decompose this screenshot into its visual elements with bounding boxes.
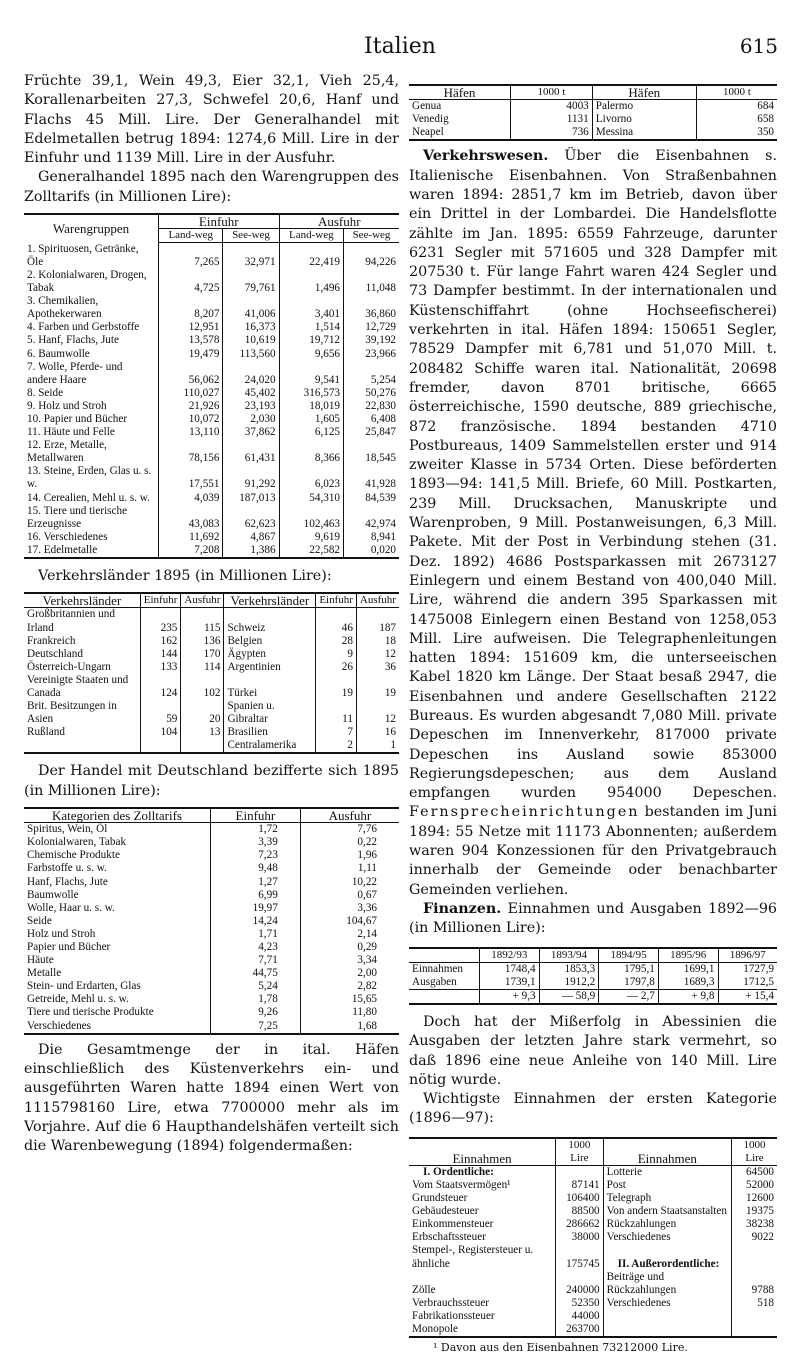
table-row: 14. Cerealien, Mehl u. s. w. 4,039 187,013 54,310 84,539 — [24, 492, 399, 505]
table-row: Monopole 263700 — [409, 1323, 777, 1337]
table-row: I. Ordentliche: Lotterie 64500 — [409, 1165, 777, 1179]
table-verkehrslaender — [24, 592, 399, 754]
paragraph-trade: Früchte 39,1, Wein 49,3, Eier 32,1, Vieh 25,4, Korallenarbeiten 27,3, Schwefel 20,6, Hanf und Flachs 45 Mill. Lire. Der Generalhandel mit Edelmetallen betrug 1894: 1274,6 Mill. Lire in der Einfuhr und 1139 Mill. Lire in der Ausfuhr. — [24, 73, 399, 167]
col-header-landweg: Land-weg — [159, 229, 223, 243]
table-einnahmen — [409, 1137, 777, 1338]
table-row: Farbstoffe u. s. w. 9,48 1,11 — [24, 862, 399, 875]
col-header-ausfuhr: Ausfuhr — [181, 593, 224, 608]
col-header-einnahmen: Einnahmen — [603, 1138, 731, 1166]
col-header-year: 1895/96 — [658, 948, 718, 963]
table-row: Gebäudesteuer 88500 Von andern Staatsanstalten 19375 — [409, 1205, 777, 1218]
table-row: 4. Farben und Gerbstoffe 12,951 16,373 1,514 12,729 — [24, 321, 399, 334]
table-row: Ausgaben 1739,1 1912,2 1797,8 1689,3 1712,5 — [409, 976, 777, 990]
table-row: 9. Holz und Stroh 21,926 23,193 18,019 22,830 — [24, 400, 399, 413]
col-header-haefen: Häfen — [409, 85, 510, 100]
col-header-seeweg: See-weg — [223, 229, 279, 243]
col-header-unit: 1000 Lire — [732, 1138, 777, 1166]
paragraph-handel-deutschland: Der Handel mit Deutschland bezifferte sich 1895 (in Millionen Lire): — [24, 763, 399, 799]
table-row: Großbritannien und Irland 235 115 Schweiz 46 187 — [24, 608, 399, 635]
table-row: Holz und Stroh 1,71 2,14 — [24, 928, 399, 941]
col-header-unit: 1000 t — [696, 85, 777, 100]
table-row: 10. Papier und Bücher 10,072 2,030 1,605 6,408 — [24, 413, 399, 426]
table-row: Erbschaftssteuer 38000 Verschiedenes 9022 — [409, 1231, 777, 1244]
col-header-kategorien: Kategorien des Zolltarifs — [24, 808, 211, 823]
text-finanzen: Einnahmen und Ausgaben 1892—96 (in Millionen Lire): — [409, 900, 778, 937]
col-header-seeweg: See-weg — [344, 229, 399, 243]
col-header-warengruppen: Warengruppen — [24, 214, 159, 243]
table-row: Tiere und tierische Produkte 9,26 11,80 — [24, 1006, 399, 1019]
paragraph-einnahmen: Wichtigste Einnahmen der ersten Kategorie (1896—97): — [409, 1091, 777, 1127]
table-row: Vereinigte Staaten und Canada 124 102 Türkei 19 19 — [24, 674, 399, 700]
table-row: Chemische Produkte 7,23 1,96 — [24, 849, 399, 862]
table-row: 12. Erze, Metalle, Metallwaren 78,156 61,431 8,366 18,545 — [24, 439, 399, 465]
table-row: Seide 14,24 104,67 — [24, 915, 399, 928]
col-header-einfuhr: Einfuhr — [140, 593, 181, 608]
table-row: 7. Wolle, Pferde- und andere Haare 56,062 24,020 9,541 5,254 — [24, 361, 399, 387]
table-row: 17. Edelmetalle 7,208 1,386 22,582 0,020 — [24, 544, 399, 558]
table-row: Spiritus, Wein, Öl 1,72 7,76 — [24, 823, 399, 837]
col-header-verkehrslaender: Verkehrsländer — [24, 593, 140, 608]
paragraph-abessinien: Doch hat der Mißerfolg in Abessinien die Ausgaben der letzten Jahre stark vermehrt, so daß 1896 eine neue Anleihe von 140 Mill. Lire nötig wurde. — [409, 1013, 777, 1088]
text-verkehrswesen: Über die Eisenbahnen s. Italienische Eisenbahnen. Von Straßenbahnen waren 1894: 2851,7 km im Betrieb, davon über ein Drittel in der Lombardei. Die Handelsflotte zählte im Jan. 1895: 6559 Fahrzeuge, darunter 6231 Segler mit 571605 und 328 Dampfer mit 207530 t. Für lange Fahrt waren 424 Segler und 73 Dampfer bestimmt. In der internationalen und Küstenschiffahrt (ohne Hochseefischerei) verkehrten in ital. Häfen 1894: 150651 Segler, 78529 Dampfer mit 6,781 und 51,070 Mill. t. 208482 Schiffe waren ital. Nationalität, 20698 fremder, davon 8701 britische, 6665 österreichische, 1590 deutsche, 889 griechische, 872 französische. 1894 bestanden 4710 Postbureaus, 1409 Sammelstellen erster und 914 zweiter Klasse in 5734 Orten. Diese beförderten 1893—94: 141,5 Mill. Briefe, 60 Mill. Postkarten, 239 Mill. Drucksachen, Manuskripte und Warenproben, 9 Mill. Postanweisungen, 6,3 Mill. Pakete. Mit der Post in Verbindung stehen (31. Dez. 1892) 4686 Postsparkassen mit 2673127 Einlegern und einem Bestand von 400,040 Mill. Lire, während die andern 395 Sparkassen mit 1475008 Einlegern einen Bestand von 1258,053 Mill. Lire aufweisen. Die Telegraphenleitungen hatten 1894: 151609 km, die unterseeischen Kabel 1820 km Länge. Der Staat besaß 2947, die Eisenbahnen und andere Gesellschaften 2122 Bureaus. Es wurden abgesandt 7,080 Mill. private Depeschen im Innenverkehr, 817000 private Depeschen ins Ausland sowie 853000 Regierungsdepeschen; aus dem Ausland empfangen wurden 954000 Depeschen. — [409, 148, 777, 802]
col-header-verkehrslaender: Verkehrsländer — [224, 593, 316, 608]
paragraph-finanzen — [409, 900, 777, 939]
table-row: Stempel-, Registersteuer u. ähnliche 175745 II. Außerordentliche: — [409, 1244, 777, 1270]
table-row: 5. Hanf, Flachs, Jute 13,578 10,619 19,712 39,192 — [24, 334, 399, 347]
table-row: 1. Spirituosen, Getränke, Öle 7,265 32,971 22,419 94,226 — [24, 243, 399, 269]
col-header-unit: 1000 Lire — [556, 1138, 603, 1166]
table-row: Frankreich 162 136 Belgien 28 18 — [24, 635, 399, 648]
table-row-differenz: + 9,3 — 58,9 — 2,7 + 9,8 + 15,4 — [409, 989, 777, 1004]
table-row: Einnahmen 1748,4 1853,3 1795,1 1699,1 1727,9 — [409, 962, 777, 976]
table-row: Grundsteuer 106400 Telegraph 12600 — [409, 1192, 777, 1205]
table-row: Neapel 736 Messina 350 — [409, 126, 777, 140]
table-row: Deutschland 144 170 Ägypten 9 12 — [24, 648, 399, 661]
table-row: Häute 7,71 3,34 — [24, 954, 399, 967]
right-column — [409, 84, 777, 1354]
table-row: Verbrauchssteuer 52350 Verschiedenes 518 — [409, 1297, 777, 1310]
col-header-year: 1893/94 — [539, 948, 599, 963]
col-header-einfuhr: Einfuhr — [211, 808, 301, 823]
table-row: 15. Tiere und tierische Erzeugnisse 43,083 62,623 102,463 42,974 — [24, 505, 399, 531]
heading-finanzen: Finanzen. — [423, 900, 502, 917]
col-header-haefen: Häfen — [592, 85, 696, 100]
paragraph-gesamtmenge: Die Gesamtmenge der in ital. Häfen einschließlich des Küstenverkehrs ein- und ausgeführten Waren hatte 1894 einen Wert von 1115798160 Lire, etwa 7700000 mehr als im Vorjahre. Auf die 6 Haupthandelshäfen verteilt sich die Warenbewegung (1894) folgendermaßen: — [24, 1041, 399, 1155]
table-einnahmen-body — [409, 1165, 777, 1337]
heading-verkehrswesen: Verkehrswesen. — [423, 148, 549, 165]
footnote: ¹ Davon aus den Eisenbahnen 73212000 Lire. — [433, 1341, 688, 1354]
table-row: Hanf, Flachs, Jute 1,27 10,22 — [24, 876, 399, 889]
paragraph-verkehrslaender: Verkehrsländer 1895 (in Millionen Lire): — [38, 568, 332, 585]
table-row: 16. Verschiedenes 11,692 4,867 9,619 8,941 — [24, 531, 399, 544]
table-row: Centralamerika 2 1 — [24, 739, 399, 753]
table-row: 8. Seide 110,027 45,402 316,573 50,276 — [24, 387, 399, 400]
table-row: Rußland 104 13 Brasilien 7 16 — [24, 726, 399, 739]
col-header-einfuhr: Einfuhr — [159, 214, 280, 229]
col-header-einnahmen: Einnahmen — [409, 1138, 556, 1166]
table-row: 2. Kolonialwaren, Drogen, Tabak 4,725 79,761 1,496 11,048 — [24, 269, 399, 295]
left-column — [24, 72, 399, 1156]
table-row: Kolonialwaren, Tabak 3,39 0,22 — [24, 836, 399, 849]
col-header-ausfuhr: Ausfuhr — [300, 808, 399, 823]
table-row: Papier und Bücher 4,23 0,29 — [24, 941, 399, 954]
page-number: 615 — [739, 34, 778, 58]
table-row: Venedig 1131 Livorno 658 — [409, 113, 777, 126]
col-header-ausfuhr: Ausfuhr — [356, 593, 399, 608]
col-header-year: 1894/95 — [599, 948, 659, 963]
col-header-year: 1896/97 — [718, 948, 777, 963]
table-row: 6. Baumwolle 19,479 113,560 9,656 23,966 — [24, 348, 399, 361]
table-row: Vom Staatsvermögen¹ 87141 Post 52000 — [409, 1179, 777, 1192]
table-row: 3. Chemikalien, Apothekerwaren 8,207 41,006 3,401 36,860 — [24, 295, 399, 321]
table-row: Österreich-Ungarn 133 114 Argentinien 26 36 — [24, 661, 399, 674]
table-row: Getreide, Mehl u. s. w. 1,78 15,65 — [24, 993, 399, 1006]
table-row: Brit. Besitzungen in Asien 59 20 Spanien u. Gibraltar 11 12 — [24, 700, 399, 726]
table-row: 11. Häute und Felle 13,110 37,862 6,125 25,847 — [24, 426, 399, 439]
heading-fernsprech: Fernsprecheinrichtungen — [409, 804, 640, 821]
paragraph-verkehrswesen — [409, 147, 777, 900]
table-row: Stein- und Erdarten, Glas 5,24 2,82 — [24, 980, 399, 993]
table-handel-deutschland — [24, 807, 399, 1035]
col-header-landweg: Land-weg — [279, 229, 343, 243]
table-row: 13. Steine, Erden, Glas u. s. w. 17,551 91,292 6,023 41,928 — [24, 465, 399, 491]
paragraph-generalhandel: Generalhandel 1895 nach den Warengruppen des Zolltarifs (in Millionen Lire): — [24, 169, 399, 205]
table-row: Genua 4003 Palermo 684 — [409, 100, 777, 114]
table-finanzen — [409, 947, 777, 1005]
col-header-einfuhr: Einfuhr — [316, 593, 357, 608]
col-header-year: 1892/93 — [480, 948, 540, 963]
table-row: Einkommensteuer 286662 Rückzahlungen 38238 — [409, 1218, 777, 1231]
table-row: Baumwolle 6,99 0,67 — [24, 889, 399, 902]
table-row: Zölle 240000 Beiträge und Rückzahlungen 9788 — [409, 1271, 777, 1297]
table-row: Metalle 44,75 2,00 — [24, 967, 399, 980]
table-row: Fabrikationssteuer 44000 — [409, 1310, 777, 1323]
col-header-ausfuhr: Ausfuhr — [279, 214, 399, 229]
table-row: Verschiedenes 7,25 1,68 — [24, 1020, 399, 1034]
table-haefen — [409, 84, 777, 141]
table-row: Wolle, Haar u. s. w. 19,97 3,36 — [24, 902, 399, 915]
col-header-unit: 1000 t — [510, 85, 592, 100]
running-head: Italien — [364, 34, 436, 59]
text-fernsprech: bestanden im Juni 1894: 55 Netze mit 11173 Abonnenten; außerdem waren 904 Konzessionen für den Privatgebrauch innerhalb der Gemeinde oder benachbarter Gemeinden verliehen. — [409, 804, 777, 898]
table-warengruppen — [24, 213, 399, 559]
